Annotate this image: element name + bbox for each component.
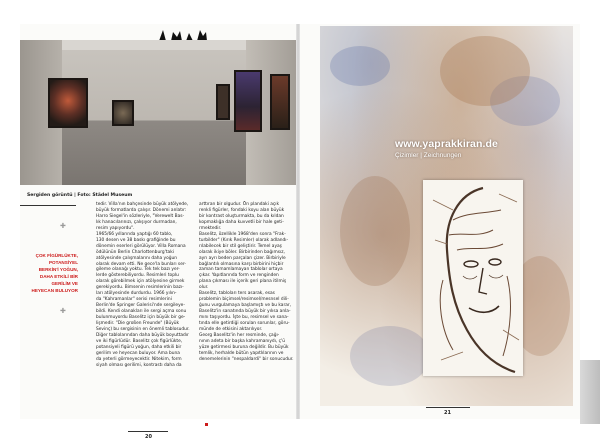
photo-caption: Sergiden görüntü | Foto: Städel Museum — [27, 193, 133, 198]
folio-rule-right — [426, 407, 470, 408]
ornament-cross-icon: ✚ — [60, 307, 66, 315]
painting-figure-2 — [270, 74, 290, 130]
site-url: www.yaprakkiran.de — [395, 138, 498, 150]
article-end-mark — [205, 423, 208, 426]
sketch-face-icon — [423, 180, 523, 376]
left-page — [20, 24, 296, 440]
watercolor-artwork — [320, 26, 573, 406]
site-subtitle: Çizimler | Zeichnungen — [395, 152, 462, 159]
page-curl — [580, 360, 600, 424]
article-column-2: arttıran bir olgudur. Ön plandaki açık renkli figürler, fondaki koyu alan büyük bir kontrast oluşturmakta, bu da kıldan kopmaklığa daha kuvvetli bir hale geti- rmektedir. Baselitz, özellikle 1968'den sonra "Frak- turbilder" (Kırık Resimler) olarak adlandı- rılabilecek bir stil geliştirir. Temel ayaş olarak ikiye böler. Birbirinden bağımsız, ayrı ayrı beden parçaları çizer. Birbiriyle bağlantılı olmasına karşı birbirini hiçbir zaman tamamlamayan tablolar ortaya çıkar. Yapıtlarında form ve renginden plana çıkması ile içerik geri plana itilmiş olur. Baselitz, tabloları ters asarak, esas problemin biçimsel/resimsel/mesnsel dili- ğunu vurgulamaya başlamıştı ve bu karar, Baselitz'in sanatında büyük bir yılısa anla- mını taşıyordu. İşte bu, resimsel ve sana- tında elle getirdiği sorulan sorunlar, göru- münde de etkisini aktarılıyor. Georg Baselitz'in her resminde, çağı- nının adeta bir başka kahramanıydı, ç'ü yüze getirmesi buruna değildir. Bu büyük temlik, herhalde bütün yapıtlılarının ve denemelerinin "nespaldardi" bir sonucudur. — [199, 202, 294, 362]
drawing-card — [423, 180, 523, 376]
painting-narrow — [216, 84, 230, 120]
article-column-1: tedir. Villa'nın bahçesinde büyük atölyede, büyük formatlarda çalışır. Dönemi anlatır: Harro Siegel'in sözleriyle, "Verewelt Bas- lık hanacılarınızı, çalışıyor durmadan, resim yapıyordu". 1965/66 yıllarında yaptığı 60 tablo, 130 desen ve 38 baskı grafiğinde bu dönemin eserleri görülüyor. Villa Romana ödülünün Berlin Charlottenburg'taki atölyesinde çalışmalarını daha yoğun olarak devam etti. Ne gece'la bunları ser- gileme olanağı yoktu. Tek tek bazı yer- lerde gösterebiliyordu. Resimleri toplu olarak görebilmek için atölyesine girmek gerekiyordu. Bimsenin resimlerinin bazı- ları atölyesinde durdurdu. 1966 yılın- da "Kahramanlar" serisi resimlerini Berlin'de Springer Galerisi'nde sergileye- bildi. Kendi olanakları ile sergi açma sonu bulunmuyordu Baselitz için büyük bir ge- lişmedir. "Die großen Freunde" (Büyük Sevinç) bu sergisinin en önemli tablosudur. Diğer tablolarından daha büyük boyuttadır ve iki figürlüdür. Baselitz çok figürlükte, potansiyeli figürü yoğun, daha etkili bir gerilim ve heyecan buluyor. Ama buna da yeterli görmeyecektir. Nitekim, form siyah olması gerilimi, kontrastı daha da — [96, 202, 190, 368]
page-number-right: 21 — [444, 410, 451, 416]
ornament-cross-icon: ✚ — [60, 222, 66, 230]
wash-blue-3 — [350, 326, 430, 386]
page-number-left: 20 — [145, 434, 152, 440]
painting-portrait — [48, 78, 88, 128]
painting-figure — [234, 70, 262, 132]
pull-quote: ÇOK FİGÜRLÜKTE, POTANSİYEL BERKİN'İ YOĞUN, DAHA ETKİLİ BİR GERİLİM VE HEYECAN BULUYOR — [31, 253, 78, 293]
margin-rule-top — [20, 205, 76, 206]
gallery-photo — [20, 40, 296, 185]
wash-brown-2 — [340, 176, 410, 286]
wash-blue — [330, 46, 390, 86]
painting-small — [112, 100, 134, 126]
folio-rule — [128, 431, 168, 432]
wash-brown — [440, 36, 530, 106]
